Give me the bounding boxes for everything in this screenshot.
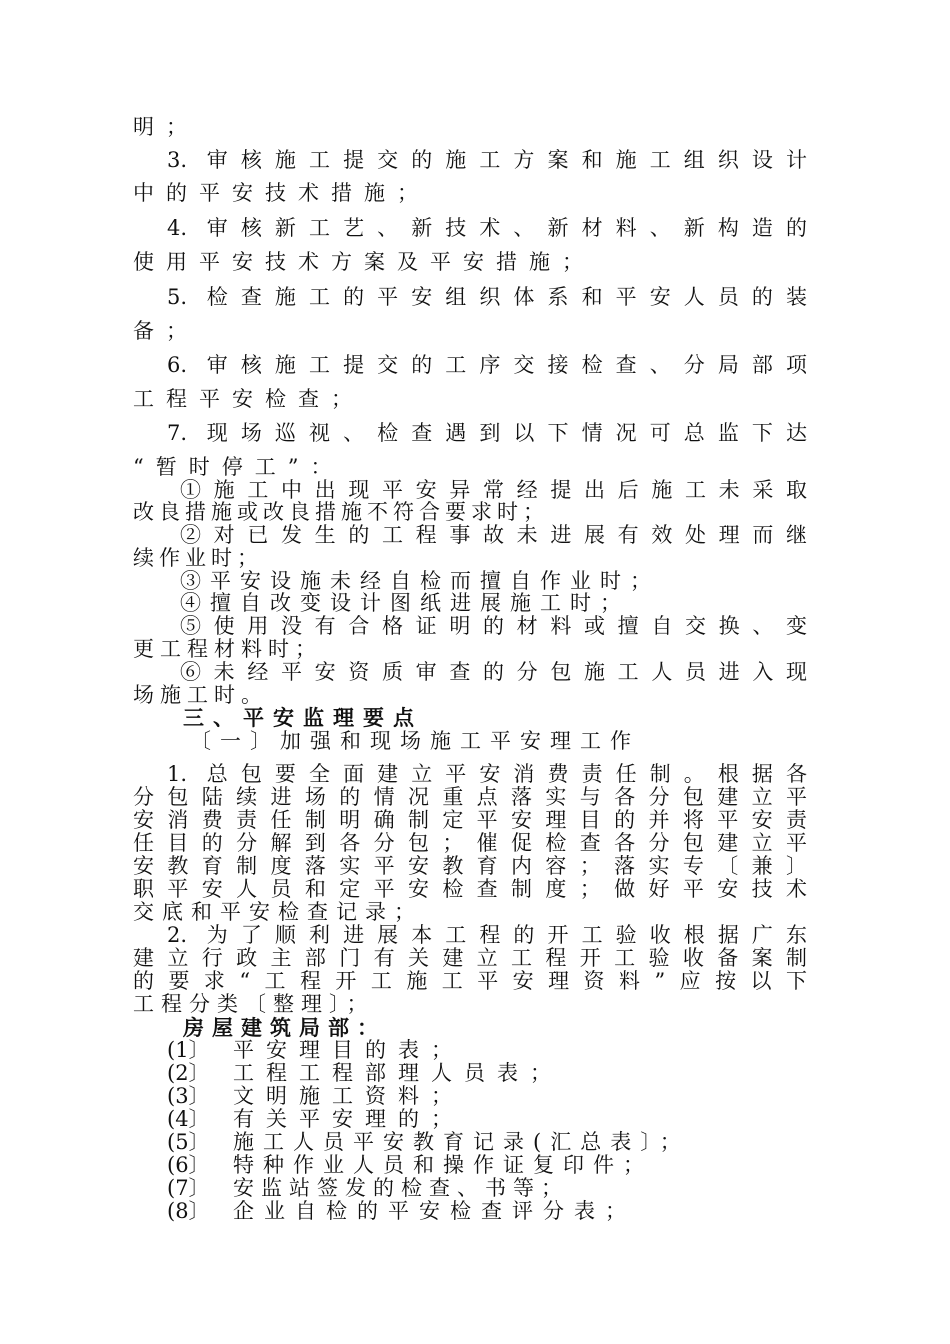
list-item-number: (2〕: [167, 1061, 210, 1085]
list-item-number: (1〕: [167, 1038, 210, 1062]
text-line: 安消费责任制明确制定平安理目的并将平安责: [133, 808, 807, 832]
text-line: 改良措施或改良措施不符合要求时；: [133, 500, 549, 524]
text-line: 的要求“工程开工施工平安理资料”应按以下: [133, 969, 807, 993]
sub-heading: 〔一〕加强和现场施工平安理工作: [190, 729, 640, 753]
list-item-text: 文明施工资料；: [233, 1084, 464, 1108]
list-item-text: 特种作业人员和操作证复印件；: [233, 1153, 653, 1177]
text-line: 3. 审核施工提交的施工方案和施工组织设计: [167, 148, 807, 172]
text-line: 6. 审核施工提交的工序交接检查、分局部项: [167, 353, 807, 377]
text-line: 2. 为了顺利进展本工程的开工验收根据广东: [167, 923, 807, 947]
text-line: 交底和平安检查记录；: [133, 900, 423, 924]
text-line: ③平安设施未经自检而擅自作业时；: [180, 569, 660, 593]
text-line: 备；: [133, 319, 199, 343]
text-line: 中的平安技术措施；: [133, 181, 430, 205]
list-item-number: (6〕: [167, 1153, 210, 1177]
text-line: 任目的分解到各分包；催促检查各分包建立平: [133, 831, 807, 855]
text-line: 职平安人员和定平安检查制度；做好平安技术: [133, 877, 807, 901]
list-item-text: 工程工程部理人员表；: [233, 1061, 563, 1085]
text-line: ④擅自改变设计图纸进展施工时；: [180, 591, 630, 615]
text-line: 场施工时。: [133, 683, 268, 707]
list-item-number: (8〕: [167, 1199, 210, 1223]
list-item-number: (7〕: [167, 1176, 210, 1200]
list-item-text: 平安理目的表；: [233, 1038, 464, 1062]
text-line: 续作业时；: [133, 546, 263, 570]
text-line: 5. 检查施工的平安组织体系和平安人员的装: [167, 285, 807, 309]
text-line: “暂时停工”：: [133, 455, 344, 479]
text-line: ①施工中出现平安异常经提出后施工未采取: [180, 478, 807, 502]
text-line: 工程平安检查；: [133, 387, 364, 411]
text-line: 更工程材料时；: [133, 637, 322, 661]
list-item-number: (3〕: [167, 1084, 210, 1108]
list-item-text: 安监站签发的检查、书等；: [233, 1176, 569, 1200]
list-item-text: 有关平安理的；: [233, 1107, 464, 1131]
text-line: 工程分类〔整理〕；: [133, 992, 375, 1016]
text-line: 分包陆续进场的情况重点落实与各分包建立平: [133, 785, 807, 809]
subsection-heading: 房屋建筑局部：: [183, 1015, 386, 1040]
text-line: 4. 审核新工艺、新技术、新材料、新构造的: [167, 216, 807, 240]
list-item-number: (5〕: [167, 1130, 210, 1154]
section-heading: 三、平安监理要点: [183, 705, 423, 730]
text-line: ⑥未经平安资质审查的分包施工人员进入现: [180, 660, 807, 684]
text-line: 建立行政主部门有关建立工程开工验收备案制: [133, 946, 807, 970]
text-line: 明；: [133, 115, 199, 139]
text-line: 7. 现场巡视、检查遇到以下情况可总监下达: [167, 421, 807, 445]
text-line: 安教育制度落实平安教育内容；落实专〔兼〕: [133, 854, 807, 878]
text-line: ②对已发生的工程事故未进展有效处理而继: [180, 523, 807, 547]
text-line: 使用平安技术方案及平安措施；: [133, 250, 595, 274]
text-line: ⑤使用没有合格证明的材料或擅自交换、变: [180, 614, 807, 638]
list-item-text: 施工人员平安教育记录(汇总表〕；: [233, 1130, 690, 1154]
list-item-text: 企业自检的平安检查评分表；: [233, 1199, 636, 1223]
list-item-number: (4〕: [167, 1107, 210, 1131]
text-line: 1. 总包要全面建立平安消费责任制。根据各: [167, 762, 807, 786]
